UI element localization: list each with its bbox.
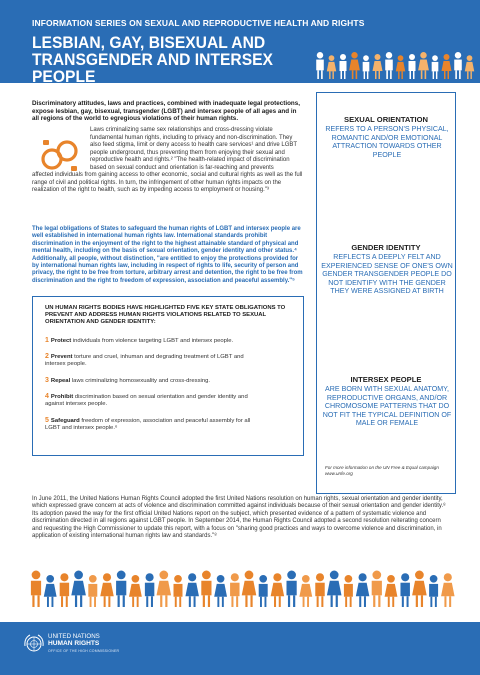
person-figure [201,571,211,607]
person-figure [372,571,382,607]
term-heading: SEXUAL ORIENTATION [344,115,428,124]
obligation-item: 2 Prevent torture and cruel, inhuman and degrading treatment of LGBT and intersex people. [45,353,244,368]
person-figure [429,575,438,607]
person-figure [432,55,439,79]
legal-obligations-paragraph: The legal obligations of States to safeguard the human rights of LGBT and intersex people are well established in international human rights law. International standards prohibit discrimination in the enjoyment of the right to the highest attainable standard of physical and mental health, including on the basis of sexual orientation, gender identity and other status.⁴ Additionally, all people, without distinction, "are entitled to enjoy the protections provided for by international human rights law, including in respect of rights to life, security of person and privacy, the right to be free from torture, arbitrary arrest and detention, the right to be free from discrimination and the right to freedom of expression, association and peaceful assembly."⁵ [32,226,303,284]
person-figure [442,54,452,79]
person-figure [344,575,353,607]
footer-banner [0,622,480,675]
person-figure [363,55,370,79]
person-figure [271,573,285,607]
person-figure [286,571,296,607]
laws-paragraph [32,127,304,195]
term-definition: REFERS TO A PERSON'S PHYSICAL, ROMANTIC AND/OR EMOTIONAL ATTRACTION TOWARDS OTHER PEOPLE [325,125,449,159]
person-figure [409,54,416,79]
person-figure [385,52,393,79]
person-figure [31,571,41,607]
person-figure [315,573,324,607]
person-figure [145,573,154,607]
person-figure [441,573,455,607]
person-figure [242,571,257,607]
person-figure [385,575,398,607]
person-figure [100,573,114,607]
person-figure [44,575,57,607]
person-figure [71,571,86,607]
resolution-paragraph: In June 2011, the United Nations Human Rights Council adopted the first United Nations resolution on human rights, sexual orientation and gender identity, which expressed grave concern at acts of violence and discrimination committed against individuals because of their sexual orientation and gender identity.⁸ Its adoption paved the way for the first official United Nations report on the subject, which presented evidence of a pattern of systematic violence and discrimination directed in all regions against LGBT people. In September 2014, the Human Rights Council adopted a second resolution reiterating concern and requesting the High Commissioner to update this report, with a focus on "sharing good practices and ways to overcome violence and discrimination, in application of existing international human rights law and standards."⁸ [32,496,446,540]
person-figure [129,575,142,607]
person-figure [60,573,69,607]
obligations-heading: UN HUMAN RIGHTS BODIES HAVE HIGHLIGHTED FIVE KEY STATE OBLIGATIONS TO PREVENT AND ADDRESS HUMAN RIGHTS VIOLATIONS RELATED TO SEXUAL ORIENTATION AND GENDER IDENTITY: [45,305,286,326]
people-row-illustration [312,52,480,80]
person-figure [396,55,406,79]
person-figure [230,573,239,607]
header-banner [0,0,480,86]
obligation-item: 5 Safeguard freedom of expression, association and peaceful assembly for all LGBT and intersex people.⁶ [45,417,251,432]
person-figure [373,54,383,79]
person-figure [174,575,183,607]
org-name: UNITED NATIONS HUMAN RIGHTS [48,633,100,647]
person-figure [299,575,312,607]
person-figure [454,52,462,79]
person-figure [327,571,342,607]
person-figure [259,575,268,607]
obligation-item: 1 Protect individuals from violence targeting LGBT and intersex people. [45,337,234,344]
person-figure [116,571,126,607]
person-figure [157,571,172,607]
person-figure [412,571,427,607]
campaign-note: For more information on the UN Free & Equal campaign www.unfe.org [325,465,439,476]
person-figure [349,52,360,79]
person-figure [400,573,409,607]
laws-paragraph-full: affected individuals from gaining access to other economic, social and cultural rights as well as the full range of civil and political rights. In turn, the infringement of other human rights impacts on the realization of the right to health, such as by impeding access to employment or housing."³ [32,172,303,193]
obligation-item: 3 Repeal laws criminalizing homosexuality and cross-dressing. [45,377,211,384]
intro-paragraph: Discriminatory attitudes, laws and practices, combined with inadequate legal protections, expose lesbian, gay, bisexual, transgender (LGBT) and intersex people of all ages and in all regions of the world to egregious violations of their human rights. [32,100,301,123]
person-figure [327,55,337,79]
term-definition: REFLECTS A DEEPLY FELT AND EXPERIENCED SENSE OF ONE'S OWN GENDER TRANSGENDER PEOPLE DO NOT IDENTIFY WITH THE GENDER THEY WERE ASSIGNED AT BIRTH [321,253,453,296]
people-row-illustration [28,570,456,608]
series-label: INFORMATION SERIES ON SEXUAL AND REPRODUCTIVE HEALTH AND RIGHTS [32,18,365,28]
person-figure [185,573,199,607]
person-figure [418,52,429,79]
term-definition: ARE BORN WITH SEXUAL ANATOMY, REPRODUCTIVE ORGANS, AND/OR CHROMOSOME PATTERNS THAT DO NOT FIT THE TYPICAL DEFINITION OF MALE OR FEMALE [322,385,452,428]
obligation-item: 4 Prohibit discrimination based on sexual orientation and gender identity and against intersex people. [45,393,248,408]
term-heading: INTERSEX PEOPLE [350,375,422,384]
person-figure [356,573,370,607]
term-heading: GENDER IDENTITY [351,243,421,252]
page-title: LESBIAN, GAY, BISEXUAL AND TRANSGENDER AND INTERSEX PEOPLE [32,33,273,86]
person-figure [214,575,227,607]
org-subtitle: OFFICE OF THE HIGH COMMISSIONER [48,649,120,653]
laws-paragraph-indented: Laws criminalizing same sex relationships and cross-dressing violate fundamental human rights, including to privacy and non-discrimination. They also feed stigma, limit or deny access to health care services¹ and drive LGBT people underground, thus preventing them from enjoying their sexual and reproductive health and rights.² "The health-related impact of discrimination based on sexual conduct and orientation is far-reaching and prevents [90,127,297,171]
person-figure [340,54,347,79]
un-emblem-icon [22,632,46,656]
person-figure [465,55,475,79]
definitions-sidebar [316,92,456,494]
obligations-box [32,296,304,456]
person-figure [88,575,97,607]
person-figure [316,52,324,79]
